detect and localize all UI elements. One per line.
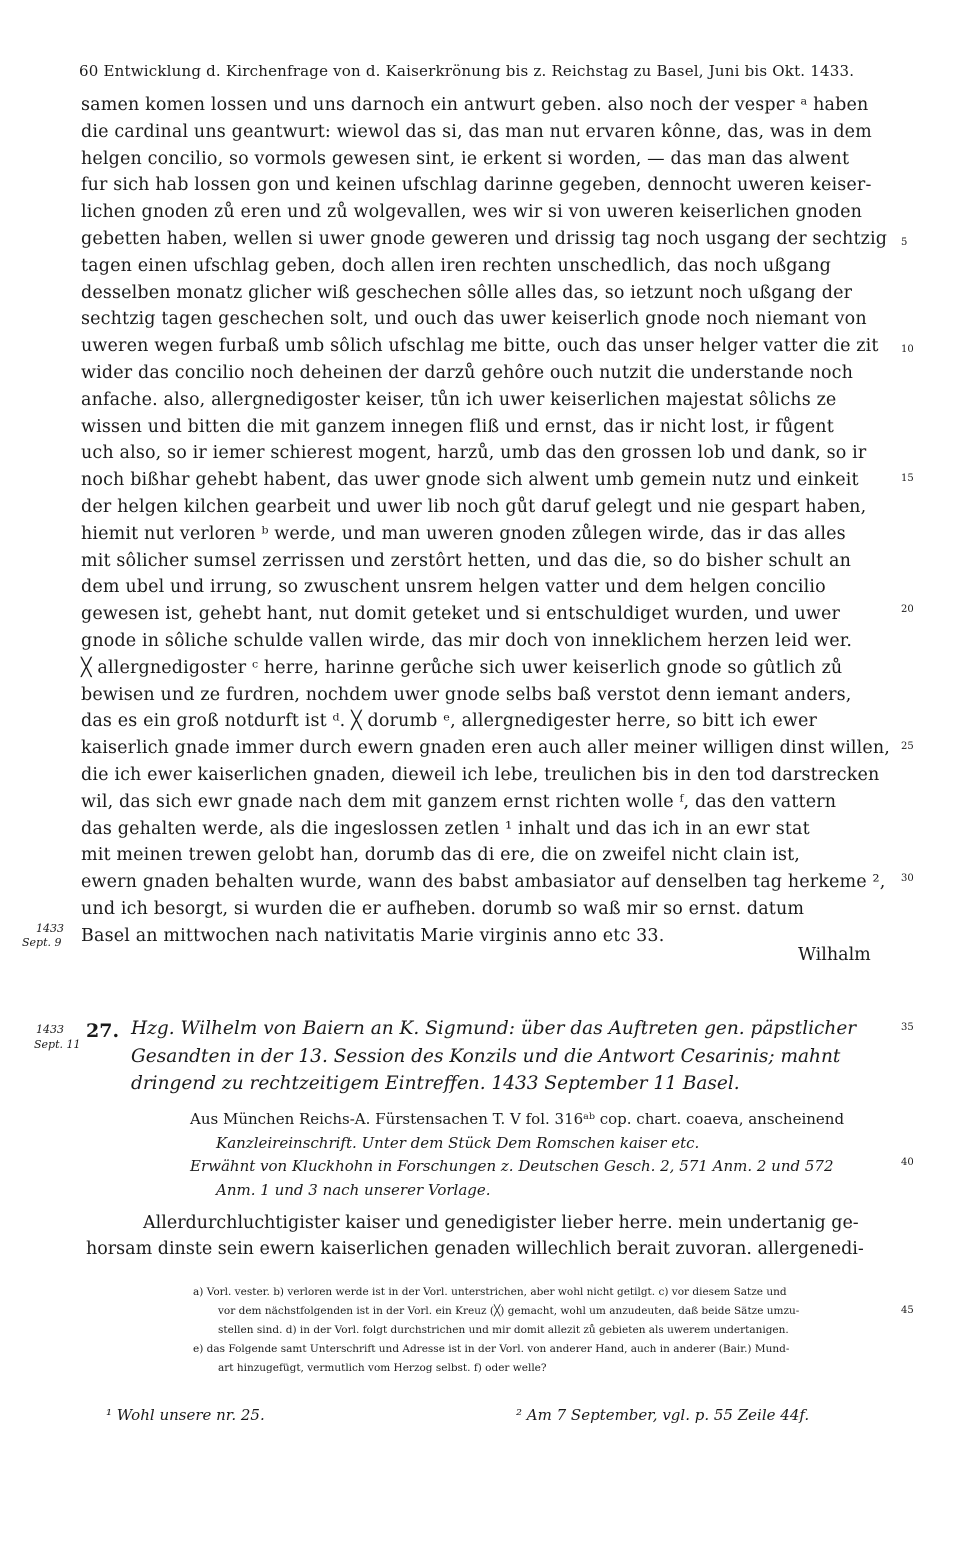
letter-line: gebetten haben, wellen si uwer gnode geweren und drissig tag noch usgang der sechtzig (81, 229, 888, 249)
letter-line: bewisen und ze furdren, nochdem uwer gnode selbs baß verstot denn iemant anders, (81, 684, 852, 705)
letter-line: das es ein groß notdurft ist ᵈ. ╳ dorumb ᵉ, allergnedigester herre, so bitt ich ewer (81, 711, 818, 732)
letter-line: sechtzig tagen geschechen solt, und ouch das uwer keiserlich gnode noch niemant von (81, 309, 867, 330)
letter-line: desselben monatz glicher wiß geschechen sôlle alles das, so ietzunt noch ußgang der (81, 282, 853, 303)
letter-line: mit meinen trewen gelobt han, dorumb das di ere, die on zweifel nicht clain ist, (81, 845, 800, 866)
letter-line: lichen gnoden zů eren und zů wolgevallen, wes wir si von uweren keiserlichen gnoden (81, 202, 863, 223)
letter-line: das gehalten werde, als die ingeslossen zetlen ¹ inhalt und das ich in an ewr stat (81, 818, 810, 839)
letter-line: hiemit nut verloren ᵇ werde, und man uweren gnoden zůlegen wirde, das ir das alles (81, 523, 846, 544)
source-line: Anm. 1 und 3 nach unserer Vorlage. (216, 1181, 491, 1199)
document-title-line: dringend zu rechtzeitigem Eintreffen. 1433 September 11 Basel. (131, 1073, 740, 1094)
letter-line: uch also, so ir iemer schierest mogent, harzů, umb das den grossen lob und dank, so ir (81, 443, 867, 464)
letter-line: gnode in sôliche schulde vallen wirde, das mir doch von inneklichem herzen leid wer. (81, 631, 853, 651)
letter-line: die cardinal uns geantwurt: wiewol das si, das man nut ervaren kônne, das, was in dem (81, 121, 872, 142)
letter-line: der helgen kilchen gearbeit und uwer lib noch gůt daruf gelegt und nie gespart haben, (81, 497, 867, 517)
document-number: 27. (86, 1020, 120, 1042)
source-line: Kanzleireinschrift. Unter dem Stück Dem Romschen kaiser etc. (216, 1134, 700, 1152)
line-number: 30 (901, 873, 914, 884)
letter-line: wissen und bitten die mit ganzem innegen fliß und ernst, das ir nicht lost, ir fůgent (81, 416, 834, 437)
apparatus-line: stellen sind. d) in der Vorl. folgt durchstrichen und mir domit allezit zů gebieten als uwerem undertanigen. (218, 1324, 789, 1336)
line-number: 20 (901, 604, 914, 615)
line-number: 25 (901, 741, 914, 752)
letter-line: gewesen ist, gehebt hant, nut domit geteket und si entschuldiget wurden, und uwer (81, 604, 841, 625)
document-title-line: Gesandten in der 13. Session des Konzils und die Antwort Cesarinis; mahnt (131, 1046, 841, 1067)
margin-date-year: 1433 (36, 922, 64, 935)
letter-line: kaiserlich gnade immer durch ewern gnaden eren auch aller meiner willigen dinst willen, (81, 738, 890, 759)
letter-line: dem ubel und irrung, so zwuschent unsrem helgen vatter und dem helgen concilio (81, 577, 826, 598)
running-header: 60 Entwicklung d. Kirchenfrage von d. Kaiserkrönung bis z. Reichstag zu Basel, Juni bis Okt. 1433. (79, 62, 855, 80)
source-line: Aus München Reichs-A. Fürstensachen T. V fol. 316ᵃᵇ cop. chart. coaeva, anscheinend (190, 1110, 845, 1128)
letter-line: uweren wegen furbaß umb sôlich ufschlag me bitte, ouch das unser helger vatter die zit (81, 336, 879, 357)
letter-line: ╳ allergnedigoster ᶜ herre, harinne gerůche sich uwer keiserlich gnode so gûtlich zů (81, 657, 843, 678)
letter-line: helgen concilio, so vormols gewesen sint, ie erkent si worden, — das man das alwent (81, 148, 850, 169)
line-number: 45 (901, 1305, 914, 1316)
letter-line: tagen einen ufschlag geben, doch allen iren rechten unschedlich, das noch ußgang (81, 255, 831, 276)
document-body-line: horsam dinste sein ewern kaiserlichen genaden willechlich berait zuvoran. allergenedi- (86, 1239, 864, 1259)
line-number: 5 (901, 237, 908, 248)
source-line: Erwähnt von Kluckhohn in Forschungen z. Deutschen Gesch. 2, 571 Anm. 2 und 572 (190, 1157, 834, 1175)
margin-date-day: Sept. 11 (34, 1038, 81, 1051)
letter-line: mit sôlicher sumsel zerrissen und zerstôrt hetten, und das die, so do bisher schult an (81, 550, 852, 571)
line-number: 15 (901, 473, 914, 484)
line-number: 40 (901, 1157, 914, 1168)
line-number: 35 (901, 1022, 914, 1033)
letter-line: fur sich hab lossen gon und keinen ufschlag darinne gegeben, dennocht uweren keiser- (81, 175, 872, 196)
letter-line: wil, das sich ewr gnade nach dem mit ganzem ernst richten wolle ᶠ, das den vattern (81, 791, 837, 812)
apparatus-line: a) Vorl. vester. b) verloren werde ist in der Vorl. unterstrichen, aber wohl nicht getilgt. c) vor diesem Satze und (193, 1286, 787, 1298)
footnote-2: ² Am 7 September, vgl. p. 55 Zeile 44f. (516, 1406, 810, 1424)
margin-date-day: Sept. 9 (22, 936, 62, 949)
letter-line: ewern gnaden behalten wurde, wann des babst ambasiator auf denselben tag herkeme ², (81, 872, 886, 893)
document-title-line: Hzg. Wilhelm von Baiern an K. Sigmund: über das Auftreten gen. päpstlicher (131, 1018, 857, 1039)
letter-line: Basel an mittwochen nach nativitatis Marie virginis anno etc 33. (81, 925, 665, 946)
apparatus-line: art hinzugefügt, vermutlich vom Herzog selbst. f) oder welle? (218, 1362, 547, 1374)
letter-line: die ich ewer kaiserlichen gnaden, dieweil ich lebe, treulichen bis in den tod darstrecken (81, 765, 880, 785)
letter-line: noch bißhar gehebt habent, das uwer gnode sich alwent umb gemein nutz und einkeit (81, 470, 859, 491)
signature: Wilhalm (798, 945, 871, 965)
line-number: 10 (901, 344, 914, 355)
margin-date-year: 1433 (36, 1023, 64, 1036)
apparatus-line: e) das Folgende samt Unterschrift und Adresse ist in der Vorl. von anderer Hand, auch in anderer (Bair.) Mund- (193, 1343, 790, 1355)
footnote-1: ¹ Wohl unsere nr. 25. (106, 1406, 265, 1424)
letter-line: und ich besorgt, si wurden die er aufheben. dorumb so waß mir so ernst. datum (81, 899, 805, 919)
letter-line: samen komen lossen und uns darnoch ein antwurt geben. also noch der vesper ᵃ haben (81, 95, 869, 115)
letter-line: anfache. also, allergnedigoster keiser, tůn ich uwer keiserlichen majestat sôlichs ze (81, 389, 837, 410)
letter-line: wider das concilio noch deheinen der darzů gehôre ouch nutzit die understande noch (81, 363, 854, 383)
apparatus-line: vor dem nächstfolgenden ist in der Vorl. ein Kreuz (╳) gemacht, wohl um anzudeuten, daß beide Sätze umzu- (218, 1305, 800, 1317)
document-body-line: Allerdurchluchtigister kaiser und genedigister lieber herre. mein undertanig ge- (143, 1213, 859, 1233)
